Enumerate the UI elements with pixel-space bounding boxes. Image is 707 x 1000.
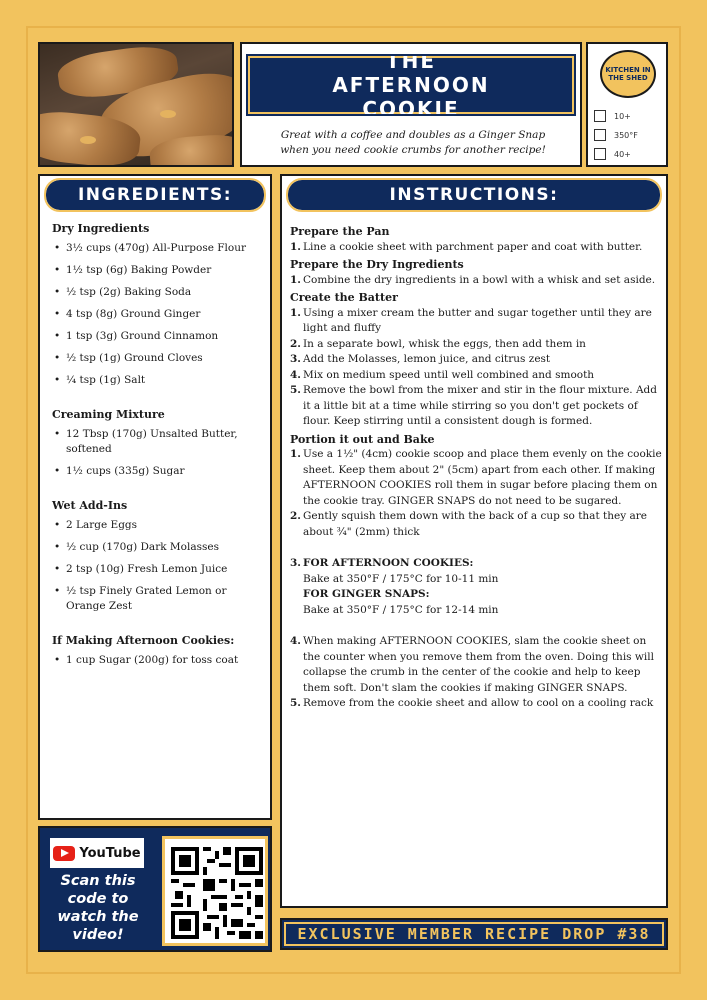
step-text: Combine the dry ingredients in a bowl with a whisk and set aside. bbox=[303, 273, 656, 286]
ingredient-item: • 1 cup Sugar (200g) for toss coat bbox=[52, 653, 266, 668]
ingredients-heading: INGREDIENTS: bbox=[46, 180, 264, 210]
oven-icon bbox=[594, 129, 606, 141]
ingredient-item: • 1½ tsp (6g) Baking Powder bbox=[52, 263, 266, 278]
step bbox=[290, 352, 662, 368]
step-text: Add the Molasses, lemon juice, and citrus zest bbox=[303, 353, 551, 365]
section-title: Prepare the Dry Ingredients bbox=[290, 258, 464, 271]
meta-servings-value: 40+ bbox=[614, 149, 631, 159]
step bbox=[290, 383, 662, 430]
servings-icon bbox=[594, 148, 606, 160]
dry-ingredients-group bbox=[52, 222, 266, 388]
youtube-label: YouTube bbox=[79, 845, 141, 861]
step-number: 1. bbox=[290, 448, 301, 460]
step-text: Gently squish them down with the back of a cup so that they are about ¾" (2mm) thick bbox=[303, 510, 647, 538]
recipe-subtitle: Great with a coffee and doubles as a Ginger Snap when you need cookie crumbs for another recipe! bbox=[280, 129, 546, 156]
step-text: Line a cookie sheet with parchment paper and coat with butter. bbox=[303, 240, 643, 253]
video-box bbox=[38, 826, 272, 952]
step bbox=[290, 509, 662, 540]
ingredient-item: • ½ cup (170g) Dark Molasses bbox=[52, 540, 266, 555]
ingredient-item: • 3½ cups (470g) All-Purpose Flour bbox=[52, 241, 266, 256]
step-number: 1. bbox=[290, 273, 301, 286]
step bbox=[290, 447, 662, 509]
group-title: Wet Add-Ins bbox=[52, 499, 128, 512]
meta-yield bbox=[594, 110, 631, 122]
creaming-mixture-group bbox=[52, 408, 266, 479]
section-title: Create the Batter bbox=[290, 291, 398, 304]
step-number: 1. bbox=[290, 306, 301, 319]
section-title: Prepare the Pan bbox=[290, 225, 390, 238]
ingredient-item: • ½ tsp (2g) Baking Soda bbox=[52, 285, 266, 300]
step-number: 2. bbox=[290, 337, 301, 350]
step bbox=[290, 273, 662, 289]
bake-ginger-text: Bake at 350°F / 175°C for 12-14 min bbox=[303, 603, 499, 616]
group-title: If Making Afternoon Cookies: bbox=[52, 634, 235, 647]
step-number: 5. bbox=[290, 697, 301, 709]
meta-temp bbox=[594, 129, 638, 141]
step bbox=[290, 696, 662, 712]
group-title: Dry Ingredients bbox=[52, 222, 150, 235]
section-title: Portion it out and Bake bbox=[290, 432, 435, 446]
afternoon-cookie-group bbox=[52, 634, 266, 668]
title-card bbox=[240, 42, 582, 167]
step-text: In a separate bowl, whisk the eggs, then add them in bbox=[303, 337, 586, 350]
exclusive-banner: EXCLUSIVE MEMBER RECIPE DROP #38 bbox=[280, 918, 668, 950]
ingredients-panel bbox=[38, 174, 272, 820]
meta-servings bbox=[594, 148, 631, 160]
ingredient-item: • 1 tsp (3g) Ground Cinnamon bbox=[52, 329, 266, 344]
cookie-photo bbox=[38, 42, 234, 167]
title-band bbox=[248, 49, 574, 121]
step-bake bbox=[290, 556, 662, 572]
meta-temp-value: 350°F bbox=[614, 130, 638, 140]
youtube-badge[interactable] bbox=[50, 838, 144, 868]
bake-afternoon-text: Bake at 350°F / 175°C for 10-11 min bbox=[303, 572, 499, 585]
step-number: 2. bbox=[290, 510, 301, 522]
step-number: 4. bbox=[290, 635, 301, 647]
ingredient-item: • 12 Tbsp (170g) Unsalted Butter, softened bbox=[52, 427, 266, 457]
step bbox=[290, 634, 662, 696]
qr-code[interactable] bbox=[162, 836, 268, 946]
step bbox=[290, 240, 662, 256]
step-text: Use a 1½" (4cm) cookie scoop and place them evenly on the cookie sheet. Keep them about 2" (5cm) apart from each other. If making AFTERNOON COOKIES roll them in sugar before placing them on the cookie tray. GINGER SNAPS do not need to be sugared. bbox=[303, 448, 662, 507]
step-number: 5. bbox=[290, 384, 301, 396]
youtube-play-icon bbox=[53, 846, 75, 861]
bake-ginger-label: FOR GINGER SNAPS: bbox=[303, 588, 430, 600]
step-number: 3. bbox=[290, 557, 301, 569]
ingredient-item: • 1½ cups (335g) Sugar bbox=[52, 464, 266, 479]
ingredient-item: • ½ tsp Finely Grated Lemon or Orange Zest bbox=[52, 584, 266, 614]
ingredient-item: • ¼ tsp (1g) Salt bbox=[52, 373, 266, 388]
scan-cta: Scan this code to watch the video! bbox=[57, 873, 139, 943]
wet-addins-group bbox=[52, 499, 266, 614]
clock-icon bbox=[594, 110, 606, 122]
step-text: Remove from the cookie sheet and allow to cool on a cooling rack bbox=[303, 697, 654, 709]
meta-card bbox=[586, 42, 668, 167]
step-number: 4. bbox=[290, 368, 301, 381]
qr-code-icon bbox=[171, 847, 263, 939]
kitchen-logo: KITCHEN IN THE SHED bbox=[600, 50, 656, 98]
group-title: Creaming Mixture bbox=[52, 408, 165, 421]
ingredient-item: • 2 tsp (10g) Fresh Lemon Juice bbox=[52, 562, 266, 577]
step-text: Using a mixer cream the butter and sugar together until they are light and fluffy bbox=[303, 306, 652, 334]
step bbox=[290, 306, 662, 337]
ingredient-item: • 4 tsp (8g) Ground Ginger bbox=[52, 307, 266, 322]
step-number: 1. bbox=[290, 240, 301, 253]
ingredient-item: • 2 Large Eggs bbox=[52, 518, 266, 533]
step-text: When making AFTERNOON COOKIES, slam the cookie sheet on the counter when you remove them from the oven. Doing this will collapse the crumb in the center of the cookie and help to keep them soft. Don't slam the cookies if making GINGER SNAPS. bbox=[303, 635, 654, 694]
step-text: Mix on medium speed until well combined and smooth bbox=[303, 368, 595, 381]
instructions-heading: INSTRUCTIONS: bbox=[288, 180, 660, 210]
bake-afternoon-label: FOR AFTERNOON COOKIES: bbox=[303, 557, 474, 569]
step bbox=[290, 368, 662, 384]
step bbox=[290, 337, 662, 353]
ingredient-item: • ½ tsp (1g) Ground Cloves bbox=[52, 351, 266, 366]
recipe-title: THE AFTERNOON COOKIE bbox=[332, 49, 490, 121]
meta-yield-value: 10+ bbox=[614, 111, 631, 121]
step-text: Remove the bowl from the mixer and stir in the flour mixture. Add it a little bit at a time while stirring so you don't get pockets of flour. Keep stirring until a consistent dough is formed. bbox=[303, 384, 657, 427]
instructions-panel bbox=[280, 174, 668, 908]
step-number: 3. bbox=[290, 353, 301, 365]
